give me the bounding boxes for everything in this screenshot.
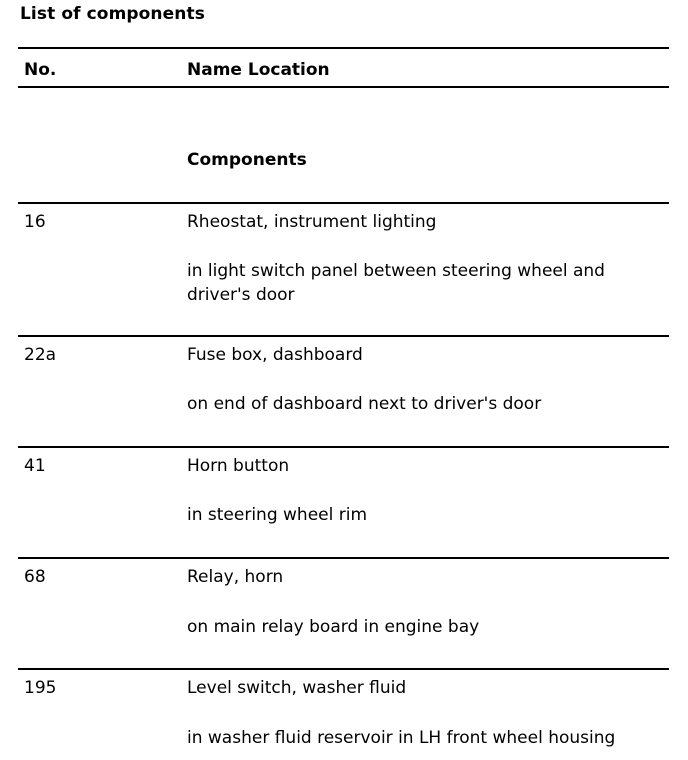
row-divider: [18, 202, 669, 204]
row-divider: [18, 557, 669, 559]
header-bottom-rule: [18, 86, 669, 88]
row-number: 195: [24, 678, 57, 698]
section-heading: Components: [187, 150, 307, 170]
row-divider: [18, 446, 669, 448]
row-number: 41: [24, 456, 46, 476]
row-divider: [18, 668, 669, 670]
row-number: 68: [24, 567, 46, 587]
component-location: in washer fluid reservoir in LH front wheel housing: [187, 728, 616, 748]
component-name: Level switch, washer fluid: [187, 678, 407, 698]
component-name: Horn button: [187, 456, 290, 476]
component-location: in light switch panel between steering wheel and driver's door: [187, 261, 605, 305]
component-location: on main relay board in engine bay: [187, 617, 480, 637]
document-title: List of components: [20, 4, 205, 24]
component-name: Rheostat, instrument lighting: [187, 212, 437, 232]
component-name: Fuse box, dashboard: [187, 345, 363, 365]
header-no: No.: [24, 60, 57, 80]
row-number: 16: [24, 212, 46, 232]
component-location: on end of dashboard next to driver's door: [187, 394, 542, 414]
component-location: in steering wheel rim: [187, 505, 368, 525]
component-name: Relay, horn: [187, 567, 284, 587]
table-top-rule: [18, 47, 669, 49]
row-number: 22a: [24, 345, 57, 365]
header-name-location: Name Location: [187, 60, 330, 80]
row-divider: [18, 335, 669, 337]
